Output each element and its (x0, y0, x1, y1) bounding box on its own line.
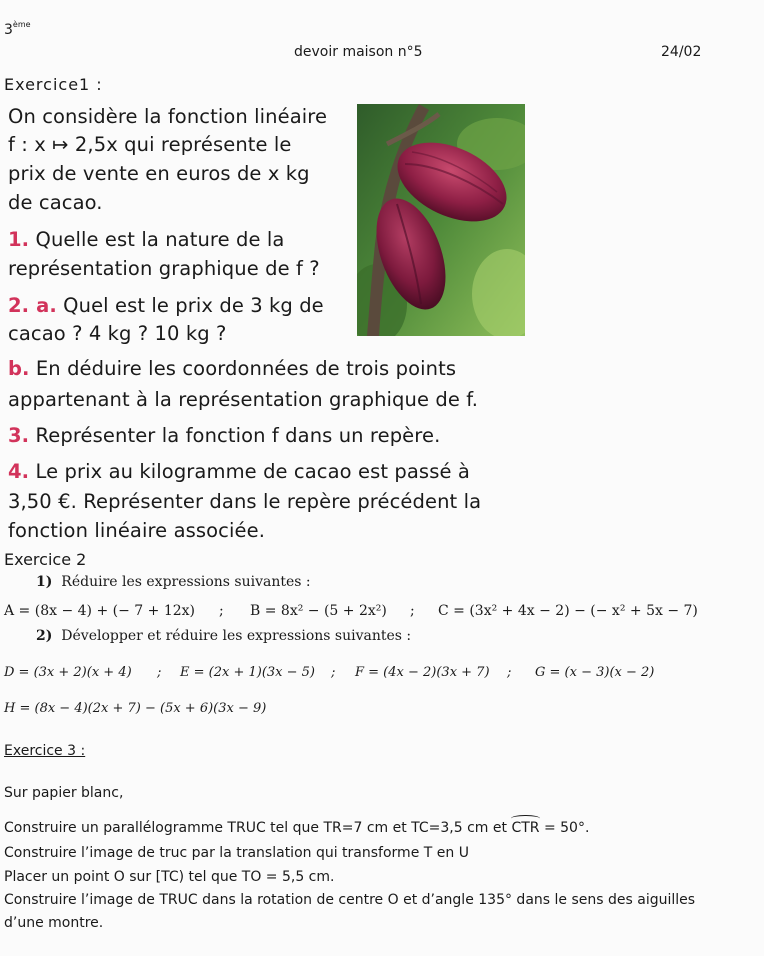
ex1-intro-line-2: f : x ↦ 2,5x qui représente le (8, 133, 292, 156)
expression-d: D = (3x + 2)(x + 4) (4, 665, 132, 680)
cocoa-pod-image (357, 104, 525, 336)
ex1-question-4-line-3: fonction linéaire associée. (8, 519, 265, 542)
ex3-line-6: d’une montre. (4, 915, 104, 931)
ex1-question-2b-line-2: appartenant à la représentation graphique de f. (8, 388, 479, 411)
ex1-question-2b-line-1: b. En déduire les coordonnées de trois points (8, 357, 457, 380)
ex3-line-3: Construire l’image de truc par la translation qui transforme T en U (4, 845, 469, 861)
expression-a: A = (8x − 4) + (− 7 + 12x) (4, 603, 195, 619)
ex1-intro-line-4: de cacao. (8, 191, 103, 214)
ex3-line-1: Sur papier blanc, (4, 785, 124, 801)
ex1-intro-line-1: On considère la fonction linéaire (8, 105, 328, 128)
exercise-3-heading: Exercice 3 : (4, 743, 86, 759)
question-number: b. (8, 357, 30, 380)
ex1-question-4-line-1: 4. Le prix au kilogramme de cacao est passé à (8, 460, 470, 483)
ex2-part-2: 2) Développer et réduire les expressions suivantes : (36, 628, 412, 644)
expression-h: H = (8x − 4)(2x + 7) − (5x + 6)(3x − 9) (4, 701, 267, 716)
question-number: 3. (8, 424, 30, 447)
homework-title: devoir maison n°5 (294, 44, 423, 60)
grade-label: 3ème (4, 20, 31, 38)
ex1-question-2a-line-2: cacao ? 4 kg ? 10 kg ? (8, 322, 227, 345)
separator: ; (219, 603, 224, 619)
ex1-question-2a-line-1: 2. a. Quel est le prix de 3 kg de (8, 294, 324, 317)
separator: ; (331, 665, 336, 680)
expression-g: G = (x − 3)(x − 2) (535, 665, 655, 680)
question-number: 2. a. (8, 294, 57, 317)
expression-c: C = (3x² + 4x − 2) − (− x² + 5x − 7) (438, 603, 698, 619)
expression-b: B = 8x² − (5 + 2x²) (250, 603, 387, 619)
separator: ; (410, 603, 415, 619)
expression-e: E = (2x + 1)(3x − 5) (180, 665, 315, 680)
ex1-intro-line-3: prix de vente en euros de x kg (8, 162, 310, 185)
ex1-question-4-line-2: 3,50 €. Représenter dans le repère précédent la (8, 490, 482, 513)
angle-ctr: CTR (511, 820, 539, 836)
expression-f: F = (4x − 2)(3x + 7) (355, 665, 490, 680)
question-number: 1. (8, 228, 30, 251)
exercise-2-heading: Exercice 2 (4, 550, 87, 569)
ex3-line-5: Construire l’image de TRUC dans la rotation de centre O et d’angle 135° dans le sens des aiguilles (4, 892, 696, 908)
separator: ; (507, 665, 512, 680)
separator: ; (157, 665, 162, 680)
ex3-line-2: Construire un parallélogramme TRUC tel que TR=7 cm et TC=3,5 cm et CTR = 50°. (4, 820, 589, 836)
exercise-1-heading: Exercice1 : (4, 75, 103, 94)
homework-date: 24/02 (661, 44, 702, 60)
ex2-part-1: 1) Réduire les expressions suivantes : (36, 574, 311, 590)
ex1-question-1-line-2: représentation graphique de f ? (8, 257, 320, 280)
ex3-line-4: Placer un point O sur [TC) tel que TO = 5,5 cm. (4, 869, 335, 885)
ex1-question-1-line-1: 1. Quelle est la nature de la (8, 228, 285, 251)
ex1-question-3: 3. Représenter la fonction f dans un repère. (8, 424, 441, 447)
question-number: 4. (8, 460, 30, 483)
